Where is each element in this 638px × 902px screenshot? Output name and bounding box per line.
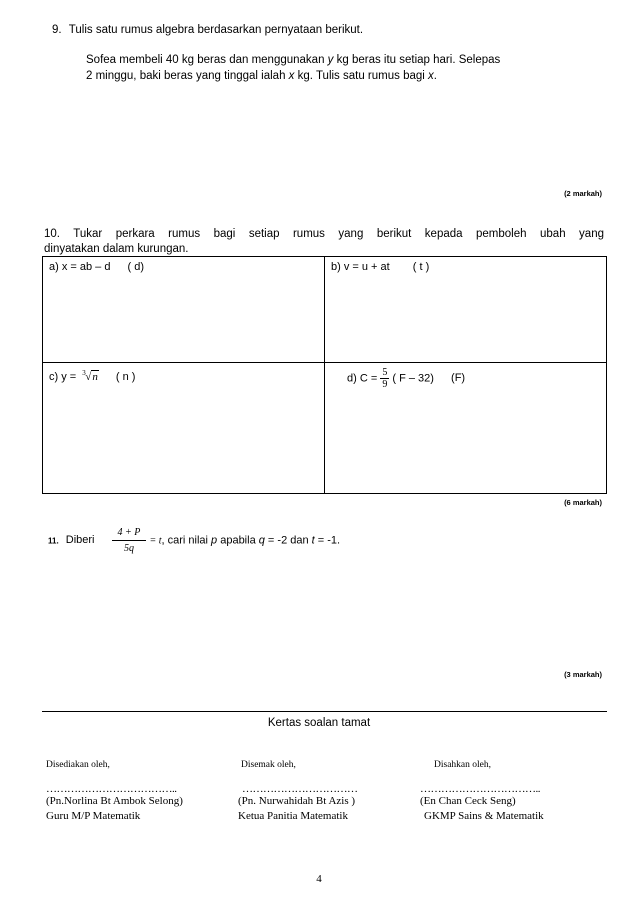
q11-text-c: = -2 dan: [264, 534, 312, 547]
sig-prepared-title: Guru M/P Matematik: [46, 810, 141, 822]
q9-text-2b: kg. Tulis satu rumus bagi: [294, 70, 429, 82]
q9-var-x: x: [288, 70, 295, 82]
sig-prepared-name: (Pn.Norlina Bt Ambok Selong): [46, 795, 183, 807]
q10-d-variable: (F): [451, 372, 466, 385]
q9-statement-line1: [86, 52, 586, 68]
q9-var-x2: x: [428, 70, 434, 82]
q10-intro-line2: dinyatakan dalam kurungan.: [44, 243, 189, 255]
q11-text-a: , cari nilai: [161, 534, 212, 547]
q11-marks: (3 markah): [564, 670, 602, 679]
sig-checked-dots: ……………………………: [242, 783, 358, 795]
sig-approved-title: GKMP Sains & Matematik: [424, 810, 544, 822]
q10-answer-grid: [42, 256, 607, 494]
q10-d-rest: ( F – 32): [392, 372, 434, 385]
signature-approved: [420, 760, 610, 822]
q9-heading: [52, 24, 363, 36]
q10-c-radicand: n: [92, 371, 98, 383]
q9-instruction: Tulis satu rumus algebra berdasarkan pernyataan berikut.: [68, 24, 364, 36]
q10-d-fraction: [380, 367, 389, 390]
q10-c-variable: ( n ): [115, 371, 136, 383]
q11-text-d: = -1.: [314, 534, 341, 547]
sig-checked-title: Ketua Panitia Matematik: [238, 810, 348, 822]
q11-fraction: [112, 527, 147, 554]
sig-prepared-dots: ………………………………..: [46, 783, 177, 795]
sig-checked-role: Disemak oleh,: [241, 760, 296, 770]
q10-d-denominator: 9: [382, 379, 388, 390]
sig-checked-name: (Pn. Nurwahidah Bt Azis ): [238, 795, 356, 807]
q9-text-2a: 2 minggu, baki beras yang tinggal ialah: [86, 70, 289, 82]
q10-b-variable: ( t ): [412, 261, 430, 273]
q10-intro: [44, 227, 604, 257]
q9-statement-line2: [86, 68, 586, 84]
q10-c-cube-root: [82, 371, 99, 383]
q10-cell-a[interactable]: [43, 257, 325, 363]
q11-numerator: 4 + P: [112, 527, 147, 541]
q9-marks: (2 markah): [564, 189, 602, 198]
q10-c-label: c) y =: [49, 371, 77, 383]
q11-text-b: apabila: [217, 534, 259, 547]
sig-approved-name: (En Chan Ceck Seng): [420, 795, 516, 807]
q10-c-root-index: 3: [82, 369, 86, 377]
q10-cell-d[interactable]: [325, 363, 607, 494]
q11-number: 11.: [48, 536, 59, 546]
q10-marks: (6 markah): [564, 498, 602, 507]
q9-number: 9.: [52, 24, 62, 36]
q9-text-1b: kg beras itu setiap hari. Selepas: [333, 54, 501, 66]
q9-text-2c: .: [433, 70, 437, 82]
q9-statement: [86, 52, 586, 84]
q10-d-numerator: 5: [382, 367, 388, 378]
q10-intro-line1: 10. Tukar perkara rumus bagi setiap rumus yang berikut kepada pemboleh ubah yang: [44, 228, 604, 240]
end-divider: [42, 711, 607, 712]
q10-a-formula: a) x = ab – d: [49, 261, 111, 273]
q9-var-y: y: [327, 54, 334, 66]
end-text: Kertas soalan tamat: [267, 717, 371, 729]
q11-given: Diberi: [65, 534, 95, 547]
sig-approved-dots: ……………………………..: [420, 783, 540, 795]
q11-equals-t: = t: [149, 535, 162, 547]
q11-var-t: t: [311, 534, 315, 547]
q11-question: [48, 527, 340, 554]
q9-text-1a: Sofea membeli 40 kg beras dan menggunakan: [86, 54, 328, 66]
q10-cell-c[interactable]: [43, 363, 325, 494]
sig-prepared-role: Disediakan oleh,: [46, 760, 110, 770]
signature-prepared: [46, 760, 246, 822]
signature-checked: [238, 760, 428, 822]
sig-approved-role: Disahkan oleh,: [434, 760, 491, 770]
q10-cell-b[interactable]: [325, 257, 607, 363]
q11-var-q: q: [258, 534, 265, 547]
q11-denominator: 5q: [123, 543, 134, 554]
q10-b-formula: b) v = u + at: [331, 261, 390, 273]
q11-var-p: p: [211, 534, 218, 547]
q10-d-label: d) C =: [347, 372, 378, 385]
q10-a-variable: ( d): [127, 261, 145, 273]
radical-icon: √: [85, 371, 92, 383]
page-number: 4: [316, 873, 322, 885]
